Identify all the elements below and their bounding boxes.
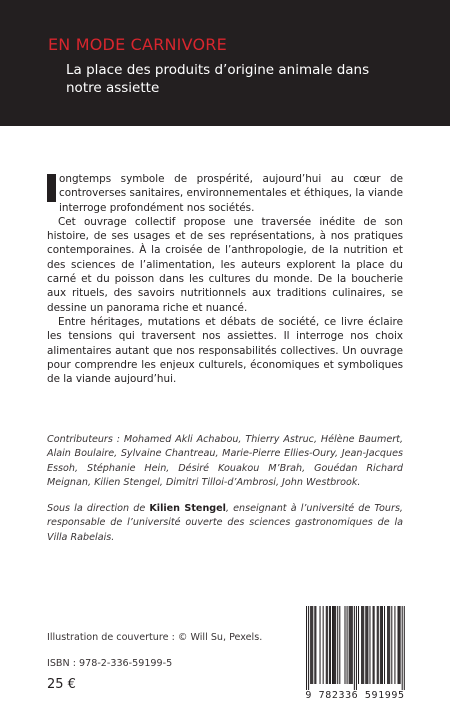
- barcode-bar: [384, 606, 385, 684]
- barcode-bar: [323, 606, 324, 684]
- drop-cap-l-block: [47, 174, 56, 202]
- barcode-bar: [333, 606, 334, 684]
- barcode-bar: [382, 606, 383, 684]
- blurb-paragraph-3: Entre héritages, mutations et débats de société, ce livre éclaire les tensions qui traversent nos assiettes. Il interroge nos choix alimentaires autant que nos responsabilités collectives. Un ouvrage pour comprendre les enjeux culturels, économiques et symboliques de la viande aujourd’hui.: [47, 315, 403, 386]
- barcode-bar: [402, 606, 403, 690]
- barcode-bar: [337, 606, 338, 684]
- barcode-bar: [311, 606, 312, 684]
- blurb-paragraph-1: [47, 172, 403, 215]
- barcode-bar: [381, 606, 382, 684]
- barcode-bar: [330, 606, 331, 684]
- barcode-bar: [387, 606, 388, 684]
- blurb-text-1: ongtemps symbole de prospérité, aujourd’hui au cœur de controverses sanitaires, environnementales et éthiques, la viande interroge profondément nos sociétés.: [59, 173, 403, 214]
- barcode-bar: [312, 606, 313, 684]
- barcode-bar: [388, 606, 389, 684]
- illustration-credit: Illustration de couverture : © Will Su, Pexels.: [47, 632, 263, 643]
- contributors-list: Contributeurs : Mohamed Akli Achabou, Thierry Astruc, Hélène Baumert, Alain Boulaire, Sylvaine Chantreau, Marie-Pierre Ellies-Oury, Jean-Jacques Essoh, Stéphanie Hein, Désiré Kouakou M’Brah, Gouédan Richard Meignan, Kilien Stengel, Dimitri Tilloi-d’Ambrosi, John Westbrook.: [47, 434, 403, 489]
- barcode-bar: [314, 606, 315, 684]
- cover-header-band: [0, 0, 450, 126]
- price-label: 25 €: [47, 677, 76, 692]
- barcode-bar: [332, 606, 333, 684]
- barcode-bar: [315, 606, 316, 684]
- barcode-bar: [352, 606, 353, 684]
- barcode-bar: [373, 606, 374, 684]
- barcode-bar: [329, 606, 330, 684]
- barcode-bar: [394, 606, 395, 684]
- barcode-bar: [306, 606, 307, 690]
- barcode-bar: [358, 606, 359, 684]
- editor-suffix: , enseignant à l’université de Tours, responsable de l’université ouverte des sciences gastronomiques de la Villa Rabelais.: [47, 503, 403, 543]
- barcode-digits: 9 782336 591995: [305, 690, 405, 701]
- barcode-bar: [351, 606, 352, 684]
- barcode-bar: [391, 606, 392, 684]
- barcode-bar: [367, 606, 368, 684]
- barcode-bar: [320, 606, 321, 684]
- barcode-bar: [350, 606, 351, 684]
- isbn-number: ISBN : 978-2-336-59199-5: [47, 658, 173, 669]
- barcode-bar: [335, 606, 336, 684]
- barcode-bar: [354, 606, 355, 690]
- barcode-bar: [404, 606, 405, 690]
- editor-name: Kilien Stengel: [149, 503, 226, 514]
- barcode-bar: [399, 606, 400, 684]
- barcode-bar: [369, 606, 370, 684]
- barcode-bar: [366, 606, 367, 684]
- barcode-bar: [308, 606, 309, 690]
- barcode-bar: [363, 606, 364, 684]
- barcode-bar: [398, 606, 399, 684]
- back-cover-blurb: [47, 172, 403, 386]
- barcode-bar: [377, 606, 378, 684]
- barcode-bars: [302, 606, 408, 690]
- barcode-bar: [380, 606, 381, 684]
- barcode-bar: [400, 606, 401, 684]
- barcode-bar: [389, 606, 390, 684]
- blurb-paragraph-2: Cet ouvrage collectif propose une traversée inédite de son histoire, de ses usages et de ses représentations, à nos pratiques contemporaines. À la croisée de l’anthropologie, de la nutrition et des sciences de l’alimentation, les auteurs explorent la place du carné et du poisson dans les cultures du monde. De la boucherie aux rituels, des savoirs nutritionnels aux traditions culinaires, se dessine un panorama riche et nuancé.: [47, 215, 403, 314]
- barcode-bar: [334, 606, 335, 684]
- barcode-bar: [326, 606, 327, 684]
- barcode-bar: [374, 606, 375, 684]
- barcode-bar: [349, 606, 350, 684]
- barcode-block: [296, 606, 414, 702]
- barcode-bar: [347, 606, 348, 684]
- series-title: EN MODE CARNIVORE: [48, 35, 227, 54]
- barcode-bar: [356, 606, 357, 690]
- barcode-bar: [362, 606, 363, 684]
- barcode-bar: [378, 606, 379, 684]
- barcode-bar: [339, 606, 340, 684]
- barcode-bar: [327, 606, 328, 684]
- barcode-bar: [344, 606, 345, 684]
- barcode-bar: [365, 606, 366, 684]
- book-subtitle: La place des produits d’origine animale dans notre assiette: [66, 62, 370, 96]
- barcode-bar: [361, 606, 362, 684]
- editor-credit: [47, 502, 403, 545]
- editor-prefix: Sous la direction de: [47, 503, 150, 514]
- barcode-bar: [310, 606, 311, 684]
